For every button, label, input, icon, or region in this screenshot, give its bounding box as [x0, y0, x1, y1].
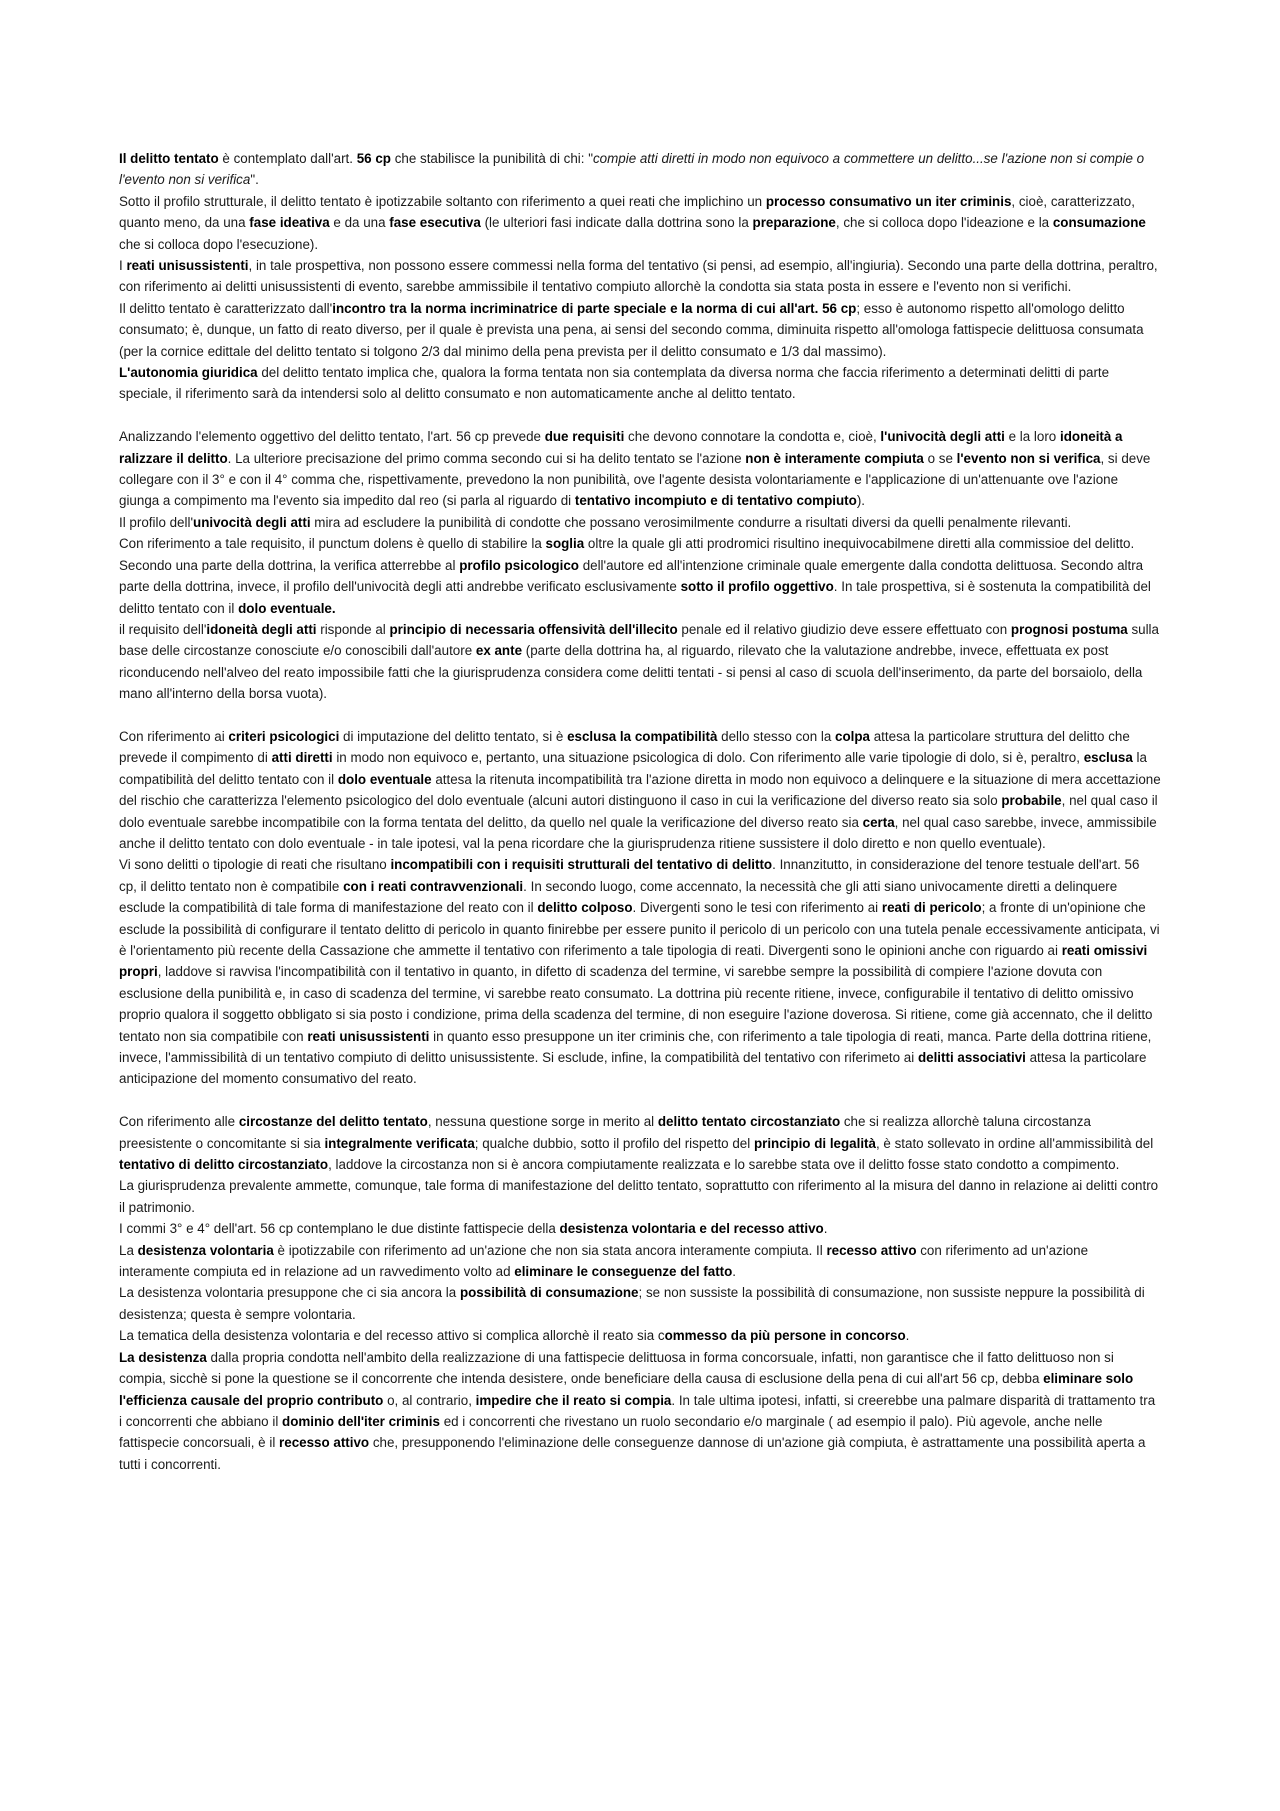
bold-text: dolo eventuale.	[238, 600, 336, 616]
text-run: . Divergenti sono le tesi con riferimento ai	[632, 900, 882, 916]
paragraph	[119, 1175, 1161, 1218]
text-run: Con riferimento alle	[119, 1114, 239, 1130]
bold-text: prognosi postuma	[1010, 621, 1128, 637]
bold-text: sotto il profilo oggettivo	[680, 579, 834, 595]
text-run: (le ulteriori fasi indicate dalla dottrina sono la	[480, 215, 753, 231]
bold-text: principio di necessaria offensività dell'illecito	[389, 621, 678, 637]
text-run: attesa la particolare anticipazione del momento consumativo del reato.	[119, 1050, 1147, 1087]
text-run: penale ed il relativo giudizio deve essere effettuato con	[677, 621, 1011, 637]
bold-text: Il delitto tentato	[119, 151, 219, 166]
bold-text: desistenza volontaria	[137, 1242, 274, 1258]
section-gap	[119, 705, 1161, 726]
text-run: che si colloca dopo l'esecuzione).	[119, 236, 319, 252]
text-run: Con riferimento ai	[119, 728, 229, 744]
text-run: I commi 3° e 4° dell'art. 56 cp contemplano le due distinte fattispecie della	[119, 1221, 560, 1237]
text-run: Analizzando l'elemento oggettivo del delitto tentato, l'art. 56 cp prevede	[119, 429, 545, 445]
text-run: . In tale ultima ipotesi, infatti, si creerebbe una palmare disparità di trattamento tra i concorrenti che abbiano il	[119, 1392, 1156, 1429]
text-run: . In secondo luogo, come accennato, la necessità che gli atti siano univocamente diretti a delinquere esclude la compatibilità di tale forma di manifestazione del reato con il	[119, 878, 1118, 916]
text-run: attesa la ritenuta incompatibilità tra l'azione diretta in modo non equivoco a delinquere e la situazione di mera accettazione del rischio che caratterizza l'elemento psicologico del dolo eventuale (alcuni autori distinguono il caso in cui la verificazione del diverso reato sia solo	[119, 771, 1161, 809]
paragraph	[119, 148, 1161, 191]
text-run: dalla propria condotta nell'ambito della realizzazione di una fattispecie delittuosa in forma concorsuale, infatti, non garantisce che il fatto delittuoso non si compia, sicchè si pone la questione se il concorrente che intenda desistere, onde beneficiare della causa di esclusione della pena di cui all'art 56 cp, debba	[119, 1349, 1114, 1387]
bold-text: desistenza volontaria e del recesso attivo	[559, 1221, 824, 1237]
text-run: , in tale prospettiva, non possono essere commessi nella forma del tentativo (si pensi, ad esempio, all'ingiuria). Secondo una parte della dottrina, peraltro, con riferimento ai delitti unisussistenti di evento, sarebbe ammissibile il tentativo compiuto allorchè la condotta sia stata posta in essere e l'evento non si verifichi.	[119, 258, 1158, 295]
bold-text: impedire che il reato si compia	[475, 1392, 672, 1408]
text-run: che stabilisce la punibilità di chi: "	[390, 151, 593, 166]
text-run: ).	[856, 493, 865, 509]
paragraph	[119, 1218, 1161, 1239]
paragraph	[119, 726, 1161, 854]
text-run: o, al contrario,	[383, 1392, 476, 1408]
paragraph	[119, 512, 1161, 533]
bold-text: principio di legalità	[753, 1135, 876, 1151]
bold-text: idoneità degli atti	[206, 621, 317, 637]
bold-text: probabile	[1001, 793, 1062, 809]
paragraph	[119, 1282, 1161, 1325]
bold-text: esclusa	[1083, 750, 1133, 766]
text-run: il requisito dell'	[119, 621, 207, 637]
text-run: sulla base delle circostanze conosciute e/o conoscibili dall'autore	[119, 621, 1159, 659]
bold-text: circostanze del delitto tentato	[238, 1114, 428, 1130]
bold-text: ex ante	[475, 643, 523, 659]
bold-text: dominio dell'iter criminis	[282, 1413, 440, 1429]
bold-text: idoneità a ralizzare il delitto	[119, 429, 1123, 466]
text-run: ".	[250, 172, 259, 188]
bold-text: dolo eventuale	[337, 771, 432, 787]
bold-text: con i reati contravvenzionali	[343, 878, 524, 894]
bold-text: integralmente verificata	[324, 1135, 475, 1151]
bold-text: reati unisussistenti	[307, 1028, 430, 1044]
paragraph	[119, 1347, 1161, 1475]
paragraph	[119, 533, 1161, 619]
paragraph	[119, 191, 1161, 255]
bold-text: possibilità di consumazione	[459, 1285, 639, 1301]
text-run: mira ad escludere la punibilità di condotte che possano verosimilmente condurre a risultati diversi da quelli penalmente rilevanti.	[310, 514, 1072, 530]
text-run: dell'autore ed all'intenzione criminale quale emergente dalla condotta delittuosa. Secondo altra parte della dottrina, invece, il profilo dell'univocità degli atti andrebbe verificato esclusivamente	[119, 557, 1144, 595]
text-run: La	[119, 1242, 138, 1258]
bold-text: eliminare le conseguenze del fatto	[514, 1264, 733, 1280]
bold-text: esclusa la compatibilità	[567, 728, 718, 744]
text-run: in modo non equivoco e, pertanto, una situazione psicologica di dolo. Con riferimento alle varie tipologie di dolo, si è, peraltro,	[332, 750, 1084, 766]
text-run: . In tale prospettiva, si è sostenuta la compatibilità del delitto tentato con il	[119, 579, 1151, 616]
bold-text: profilo psicologico	[459, 557, 579, 573]
text-run: La tematica della desistenza volontaria e del recesso attivo si complica allorchè il reato sia c	[119, 1328, 665, 1344]
text-run: in quanto esso presuppone un iter criminis che, con riferimento a tale tipologia di reati, manca. Parte della dottrina ritiene, invece, l'ammissibilità di un tentativo compiuto di delitto unisussistente. Si esclude, infine, la compatibilità del tentativo con riferimeto ai	[119, 1028, 1152, 1066]
bold-text: recesso attivo	[826, 1242, 917, 1258]
paragraph	[119, 298, 1161, 362]
text-run: Con riferimento a tale requisito, il punctum dolens è quello di stabilire la	[119, 536, 546, 552]
text-run: ; qualche dubbio, sotto il profilo del rispetto del	[474, 1135, 754, 1151]
text-run: Il profilo dell'	[119, 514, 194, 530]
text-run: è contemplato dall'art.	[218, 151, 357, 166]
text-run: , che si colloca dopo l'ideazione e la	[835, 215, 1053, 231]
bold-text: preparazione	[752, 215, 836, 231]
text-run: ; esso è autonomo rispetto all'omologo delitto consumato; è, dunque, un fatto di reato diverso, per il quale è prevista una pena, ai sensi del secondo comma, diminuita rispetto all'omologa fattispecie delittuosa consumata (per la cornice edittale del delitto tentato si tolgono 2/3 dal minimo della pena prevista per il delitto consumato e 1/3 dal massimo).	[119, 300, 1144, 359]
bold-text: soglia	[545, 536, 585, 552]
text-run: che si realizza allorchè taluna circostanza preesistente o concomitante si sia	[119, 1114, 1091, 1151]
text-run: Il delitto tentato è caratterizzato dall'	[119, 300, 333, 316]
text-run: , si deve collegare con il 3° e con il 4° comma che, rispettivamente, prevedono la non punibilità, ove l'agente desista volontariamente e l'applicazione di un'attenuante ove l'azione giunga a compimento ma l'evento sia impedito dal reo (si parla al riguardo di	[119, 450, 1151, 509]
text-run: (parte della dottrina ha, al riguardo, rilevato che la valutazione andrebbe, invece, effettuata ex post riconducendo nell'alveo del reato impossibile fatti che la giurisprudenza considera come delitti tentati - si pensi al caso di scuola dell'inserimento, da parte del borsaiolo, della mano all'interno della borsa vuota).	[119, 643, 1143, 702]
text-run: e da una	[329, 215, 390, 231]
bold-text: eliminare solo l'efficienza causale del proprio contributo	[119, 1371, 1134, 1408]
text-run: . Innanzitutto, in considerazione del tenore testuale dell'art. 56 cp, il delitto tentato non è compatibile	[119, 857, 1140, 894]
text-run: . La ulteriore precisazione del primo comma secondo cui si ha delito tentato se l'azione	[227, 450, 746, 466]
text-run: La giurisprudenza prevalente ammette, comunque, tale forma di manifestazione del delitto tentato, soprattutto con riferimento al la misura del danno in relazione ai delitti contro il patrimonio.	[119, 1178, 1159, 1215]
paragraph	[119, 854, 1161, 1089]
text-run: di imputazione del delitto tentato, si è	[339, 728, 568, 744]
text-run: ; se non sussiste la possibilità di consumazione, non sussiste neppure la possibilità di desistenza; questa è sempre volontaria.	[119, 1285, 1145, 1322]
text-run: .	[823, 1221, 828, 1237]
bold-text: l'evento non si verifica	[956, 450, 1101, 466]
bold-text: incontro tra la norma incriminatrice di parte speciale e la norma di cui all'art. 56 cp	[332, 300, 857, 316]
text-run: e la loro	[1004, 429, 1060, 445]
paragraph	[119, 1111, 1161, 1175]
bold-text: consumazione	[1052, 215, 1146, 231]
bold-text: reati unisussistenti	[126, 258, 249, 274]
bold-text: colpa	[835, 728, 871, 744]
text-run: che devono connotare la condotta e, cioè,	[624, 429, 881, 445]
bold-text: delitto colposo	[537, 900, 633, 916]
text-run: è ipotizzabile con riferimento ad un'azione che non sia stata ancora interamente compiuta. Il	[273, 1242, 827, 1258]
bold-text: tentativo incompiuto e di tentativo compiuto	[574, 493, 857, 509]
text-run: , laddove la circostanza non si è ancora compiutamente realizzata e lo sarebbe stata ove il delitto fosse stato condotto a compimento.	[328, 1157, 1120, 1173]
text-run: , nel qual caso sarebbe, invece, ammissibile anche il delitto tentato con dolo eventuale - in tale ipotesi, val la pena ricordare che la giurisprudenza ritiene sussistere il dolo diretto e non quello eventuale).	[119, 814, 1157, 851]
text-run: , cioè, caratterizzato, quanto meno, da una	[119, 193, 1135, 231]
text-run: con riferimento ad un'azione interamente compiuta ed in relazione ad un ravvedimento volto ad	[119, 1242, 1089, 1280]
paragraph	[119, 1325, 1161, 1346]
paragraph	[119, 619, 1161, 705]
bold-text: processo consumativo un iter criminis	[765, 193, 1012, 209]
text-run: oltre la quale gli atti prodromici risultino inequivocabilmene diretti alla commissioe del delitto. Secondo una parte della dottrina, la verifica atterrebbe al	[119, 536, 1135, 573]
bold-text: non è interamente compiuta	[745, 450, 924, 466]
bold-text: criteri psicologici	[228, 728, 340, 744]
text-run: o se	[923, 450, 957, 466]
text-run: dello stesso con la	[717, 728, 836, 744]
text-run: ; a fronte di un'opinione che esclude la possibilità di configurare il tentato delitto di pericolo in quanto finirebbe per essere punito il pericolo di un pericolo con una tutela penale eccessivamente anticipata, vi è l'orientamento più recente della Cassazione che ammette il tentativo con riferimento a tale tipologia di reati. Divergenti sono le opinioni anche con riguardo ai	[119, 900, 1160, 958]
text-run: I	[119, 258, 127, 274]
text-run: risponde al	[316, 621, 390, 637]
text-run: Vi sono delitti o tipologie di reati che risultano	[119, 857, 391, 873]
bold-text: delitto tentato circostanziato	[657, 1114, 841, 1130]
bold-text: La desistenza	[119, 1349, 207, 1365]
bold-text: univocità degli atti	[193, 514, 311, 530]
bold-text: fase ideativa	[249, 215, 330, 231]
text-run: Sotto il profilo strutturale, il delitto tentato è ipotizzabile soltanto con riferimento a quei reati che implichino un	[119, 193, 766, 209]
bold-text: L'autonomia giuridica	[119, 365, 258, 381]
text-run: la compatibilità del delitto tentato con il	[119, 750, 1147, 787]
paragraph	[119, 255, 1161, 298]
text-run: , è stato sollevato in ordine all'ammissibilità del	[875, 1135, 1154, 1151]
text-run: , nessuna questione sorge in merito al	[427, 1114, 658, 1130]
italic-text: compie atti diretti in modo non equivoco a commettere un delitto...se l'azione non si compie o l'evento non si verifica	[119, 151, 1145, 188]
text-run: del delitto tentato implica che, qualora la forma tentata non sia contemplata da diversa norma che faccia riferimento a determinati delitti di parte speciale, il riferimento sarà da intendersi solo al delitto consumato e non automaticamente anche al delitto tentato.	[119, 365, 1110, 402]
section-gap	[119, 405, 1161, 426]
bold-text: 56 cp	[356, 151, 391, 166]
bold-text: incompatibili con i requisiti strutturali del tentativo di delitto	[390, 857, 773, 873]
bold-text: tentativo di delitto circostanziato	[119, 1157, 329, 1173]
text-run: attesa la particolare struttura del delitto che prevede il compimento di	[119, 728, 1130, 766]
paragraph	[119, 362, 1161, 405]
bold-text: fase esecutiva	[389, 215, 481, 231]
text-run: La desistenza volontaria presuppone che ci sia ancora la	[119, 1285, 460, 1301]
text-run: .	[905, 1328, 910, 1344]
bold-text: ommesso da più persone in concorso	[664, 1328, 906, 1344]
bold-text: due requisiti	[544, 429, 625, 445]
paragraph	[119, 1240, 1161, 1283]
text-run: , laddove si ravvisa l'incompatibilità con il tentativo in quanto, in difetto di scadenza del termine, vi sarebbe sempre la possibilità di compiere l'azione dovuta con esclusione della punibilità e, in caso di scadenza del termine, vi sarebbe reato consumato. La dottrina più recente ritiene, invece, configurabile il tentativo di delitto omissivo proprio qualora il soggetto obbligato si sia posto i condizione, prima della scadenza del termine, di non eseguire l'azione doverosa. Si ritiene, come già accennato, che il delitto tentato non sia compatibile con	[119, 964, 1153, 1044]
bold-text: reati omissivi propri	[119, 943, 1148, 980]
bold-text: atti diretti	[271, 750, 333, 766]
section-gap	[119, 1090, 1161, 1111]
document-body	[119, 148, 1161, 1475]
text-run: che, presupponendo l'eliminazione delle conseguenze dannose di un'azione già compiuta, è astrattamente una possibilità aperta a tutti i concorrenti.	[119, 1435, 1146, 1472]
text-run: .	[732, 1264, 737, 1280]
text-run: , nel qual caso il dolo eventuale sarebbe incompatibile con la forma tentata del delitto, da quello nel quale la verificazione del diverso reato sia	[119, 793, 1158, 830]
paragraph	[119, 426, 1161, 512]
text-run: ed i concorrenti che rivestano un ruolo secondario e/o marginale ( ad esempio il palo). Più agevole, anche nelle fattispecie concorsuali, è il	[119, 1413, 1103, 1451]
bold-text: delitti associativi	[917, 1050, 1026, 1066]
bold-text: reati di pericolo	[881, 900, 982, 916]
bold-text: certa	[862, 814, 895, 830]
bold-text: l'univocità degli atti	[880, 429, 1005, 445]
bold-text: recesso attivo	[279, 1435, 370, 1451]
